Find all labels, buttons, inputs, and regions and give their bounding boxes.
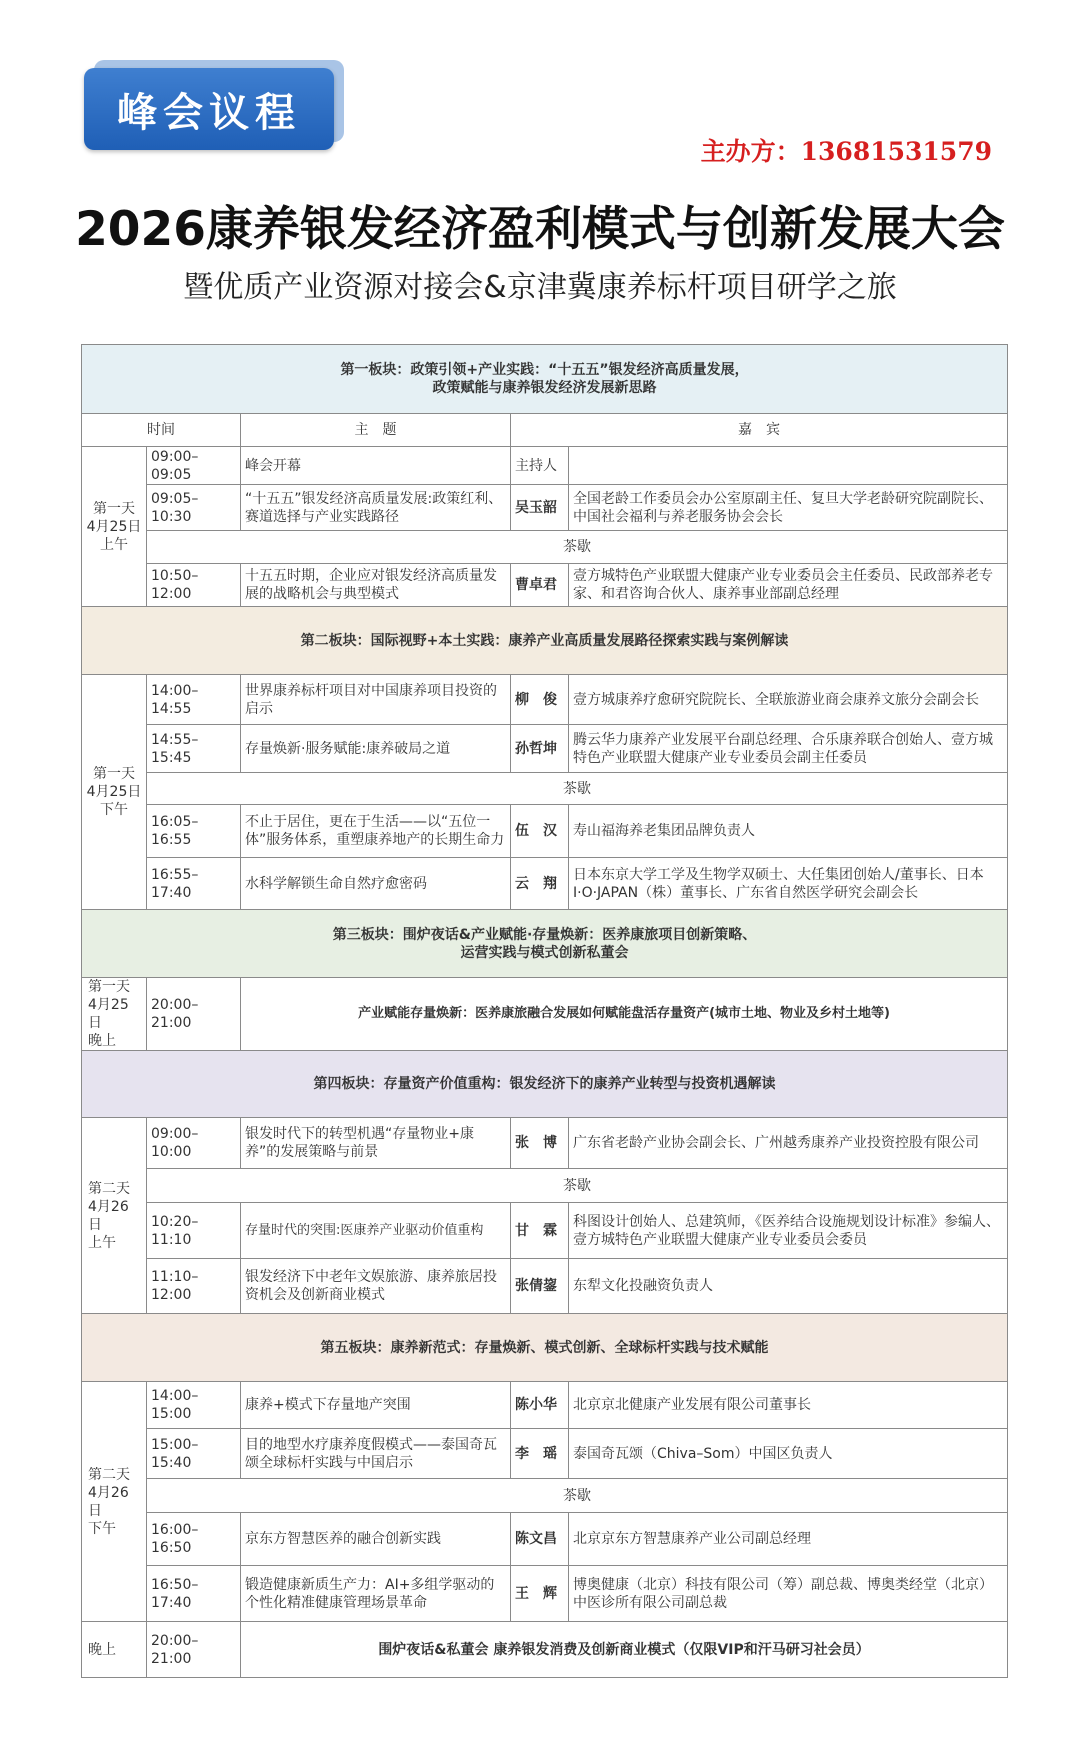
section-title-line: 第一板块：政策引领+产业实践：“十五五”银发经济高质量发展， — [340, 362, 749, 378]
speaker-name: 吴玉韶 — [511, 485, 569, 531]
session-time: 09:00–09:05 — [147, 447, 241, 485]
conference-title: 2026康养银发经济盈利模式与创新发展大会 — [75, 202, 1005, 257]
agenda-table — [81, 344, 1008, 1678]
speaker-desc: 科图设计创始人、总建筑师，《医养结合设施规划设计标准》参编人、壹方城特色产业联盟大健康产业专业委员会委员 — [569, 1203, 1008, 1259]
section-header — [82, 345, 1008, 414]
day-label — [82, 978, 147, 1051]
evening-event: 产业赋能存量焕新：医养康旅融合发展如何赋能盘活存量资产(城市土地、物业及乡村土地等) — [241, 978, 1008, 1051]
session-time: 10:20–11:10 — [147, 1203, 241, 1259]
speaker-name: 王 辉 — [511, 1566, 569, 1622]
table-row — [82, 978, 1008, 1051]
tea-break: 茶歇 — [147, 531, 1008, 564]
speaker-desc: 壹方城特色产业联盟大健康产业专业委员会主任委员、民政部养老专家、和君咨询合伙人、康养事业部副总经理 — [569, 564, 1008, 607]
header-time: 时间 — [82, 414, 241, 447]
day-label-text: 第一天 4月25日 下午 — [86, 766, 142, 818]
tea-break: 茶歇 — [147, 773, 1008, 805]
section-header — [82, 1314, 1008, 1382]
table-row — [82, 675, 1008, 725]
table-row — [82, 1513, 1008, 1566]
tea-break-row — [82, 1169, 1008, 1203]
session-time: 09:05–10:30 — [147, 485, 241, 531]
speaker-name: 张倩鋆 — [511, 1259, 569, 1314]
session-time: 15:00–15:40 — [147, 1429, 241, 1479]
speaker-desc: 博奥健康（北京）科技有限公司（筹）副总裁、博奥类经堂（北京）中医诊所有限公司副总裁 — [569, 1566, 1008, 1622]
speaker-name: 张 博 — [511, 1118, 569, 1169]
speaker-desc: 寿山福海养老集团品牌负责人 — [569, 805, 1008, 858]
day-label — [82, 1118, 147, 1314]
organizer-contact: 主办方：13681531579 — [700, 137, 992, 166]
table-row — [82, 1118, 1008, 1169]
speaker-desc: 日本东京大学工学及生物学双硕士、大任集团创始人/董事长、日本I·O·JAPAN（株）董事长、广东省自然医学研究会副会长 — [569, 858, 1008, 910]
section-header — [82, 607, 1008, 675]
day-label-text: 第二天 4月26日 上午 — [88, 1180, 130, 1251]
session-topic: 锻造健康新质生产力：AI+多组学驱动的个性化精准健康管理场景革命 — [241, 1566, 511, 1622]
speaker-desc: 东犁文化投融资负责人 — [569, 1259, 1008, 1314]
table-row — [82, 485, 1008, 531]
session-topic: 不止于居住，更在于生活——以“五位一体”服务体系，重塑康养地产的长期生命力 — [241, 805, 511, 858]
section-header — [82, 1051, 1008, 1118]
session-time: 16:05–16:55 — [147, 805, 241, 858]
session-time: 14:00–15:00 — [147, 1382, 241, 1429]
speaker-desc: 广东省老龄产业协会副会长、广州越秀康养产业投资控股有限公司 — [569, 1118, 1008, 1169]
tea-break-row — [82, 1479, 1008, 1513]
section-title-line: 第三板块：围炉夜话&产业赋能·存量焕新：医养康旅项目创新策略、 — [332, 926, 757, 943]
day-label-text: 第二天 4月26日 下午 — [88, 1466, 130, 1537]
speaker-name: 陈文昌 — [511, 1513, 569, 1566]
tea-break-row — [82, 531, 1008, 564]
table-row — [82, 805, 1008, 858]
table-row — [82, 1566, 1008, 1622]
table-row — [82, 447, 1008, 485]
speaker-desc — [569, 447, 1008, 485]
section-header — [82, 910, 1008, 978]
session-time: 20:00–21:00 — [147, 1622, 241, 1678]
table-row — [82, 1382, 1008, 1429]
day-label — [82, 447, 147, 607]
evening-event: 围炉夜话&私董会 康养银发消费及创新商业模式（仅限VIP和汗马研习社会员） — [241, 1622, 1008, 1678]
table-row — [82, 1429, 1008, 1479]
table-row — [82, 1203, 1008, 1259]
session-time: 09:00–10:00 — [147, 1118, 241, 1169]
speaker-desc: 腾云华力康养产业发展平台副总经理、合乐康养联合创始人、壹方城特色产业联盟大健康产业专业委员会副主任委员 — [569, 725, 1008, 773]
header-guest: 嘉 宾 — [511, 414, 1008, 447]
speaker-name: 伍 汉 — [511, 805, 569, 858]
session-time: 10:50–12:00 — [147, 564, 241, 607]
session-time: 16:00–16:50 — [147, 1513, 241, 1566]
session-topic: 目的地型水疗康养度假模式——泰国奇瓦颂全球标杆实践与中国启示 — [241, 1429, 511, 1479]
table-header-row — [82, 414, 1008, 447]
agenda-badge-wrap — [84, 60, 344, 150]
agenda-badge: 峰会议程 — [84, 68, 334, 150]
speaker-desc: 北京京北健康产业发展有限公司董事长 — [569, 1382, 1008, 1429]
session-time: 11:10–12:00 — [147, 1259, 241, 1314]
session-time: 16:50–17:40 — [147, 1566, 241, 1622]
session-topic: 存量时代的突围:医康养产业驱动价值重构 — [241, 1203, 511, 1259]
session-topic: 康养+模式下存量地产突围 — [241, 1382, 511, 1429]
speaker-name: 陈小华 — [511, 1382, 569, 1429]
tea-break-row — [82, 773, 1008, 805]
section-title — [82, 910, 1008, 978]
session-topic: 十五五时期，企业应对银发经济高质量发展的战略机会与典型模式 — [241, 564, 511, 607]
section-title: 第五板块：康养新范式：存量焕新、模式创新、全球标杆实践与技术赋能 — [82, 1314, 1008, 1382]
session-topic: 银发时代下的转型机遇“存量物业+康养”的发展策略与前景 — [241, 1118, 511, 1169]
session-topic: 银发经济下中老年文娱旅游、康养旅居投资机会及创新商业模式 — [241, 1259, 511, 1314]
session-topic: 世界康养标杆项目对中国康养项目投资的启示 — [241, 675, 511, 725]
tea-break: 茶歇 — [147, 1169, 1008, 1203]
session-topic: 存量焕新·服务赋能:康养破局之道 — [241, 725, 511, 773]
speaker-name: 李 瑶 — [511, 1429, 569, 1479]
session-topic: “十五五”银发经济高质量发展:政策红利、赛道选择与产业实践路径 — [241, 485, 511, 531]
session-time: 16:55–17:40 — [147, 858, 241, 910]
section-title: 第四板块：存量资产价值重构：银发经济下的康养产业转型与投资机遇解读 — [82, 1051, 1008, 1118]
day-label — [82, 1382, 147, 1622]
session-time: 14:00–14:55 — [147, 675, 241, 725]
conference-subtitle: 暨优质产业资源对接会&京津冀康养标杆项目研学之旅 — [183, 270, 897, 305]
table-row — [82, 858, 1008, 910]
session-topic: 水科学解锁生命自然疗愈密码 — [241, 858, 511, 910]
table-row — [82, 564, 1008, 607]
session-topic: 京东方智慧医养的融合创新实践 — [241, 1513, 511, 1566]
day-label-text: 第一天 4月25日 上午 — [86, 500, 142, 553]
section-title-line: 政策赋能与康养银发经济发展新思路 — [432, 380, 657, 396]
table-row — [82, 1622, 1008, 1678]
day-label — [82, 675, 147, 910]
session-time: 14:55–15:45 — [147, 725, 241, 773]
day-label-text: 第一天 4月25日 晚上 — [88, 979, 130, 1049]
speaker-name: 柳 俊 — [511, 675, 569, 725]
section-title — [82, 345, 1008, 414]
header-topic: 主 题 — [241, 414, 511, 447]
speaker-desc: 北京京东方智慧康养产业公司副总经理 — [569, 1513, 1008, 1566]
speaker-name: 主持人 — [511, 447, 569, 485]
session-topic: 峰会开幕 — [241, 447, 511, 485]
session-time: 20:00–21:00 — [147, 978, 241, 1051]
tea-break: 茶歇 — [147, 1479, 1008, 1513]
speaker-desc: 壹方城康养疗愈研究院院长、全联旅游业商会康养文旅分会副会长 — [569, 675, 1008, 725]
day-label: 晚上 — [82, 1622, 147, 1678]
speaker-desc: 泰国奇瓦颂（Chiva–Som）中国区负责人 — [569, 1429, 1008, 1479]
speaker-desc: 全国老龄工作委员会办公室原副主任、复旦大学老龄研究院副院长、中国社会福利与养老服务协会会长 — [569, 485, 1008, 531]
speaker-name: 曹卓君 — [511, 564, 569, 607]
section-title-line: 运营实践与模式创新私董会 — [460, 944, 629, 961]
table-row — [82, 1259, 1008, 1314]
speaker-name: 孙哲坤 — [511, 725, 569, 773]
table-row — [82, 725, 1008, 773]
section-title: 第二板块：国际视野+本土实践：康养产业高质量发展路径探索实践与案例解读 — [82, 607, 1008, 675]
speaker-name: 云 翔 — [511, 858, 569, 910]
speaker-name: 甘 霖 — [511, 1203, 569, 1259]
